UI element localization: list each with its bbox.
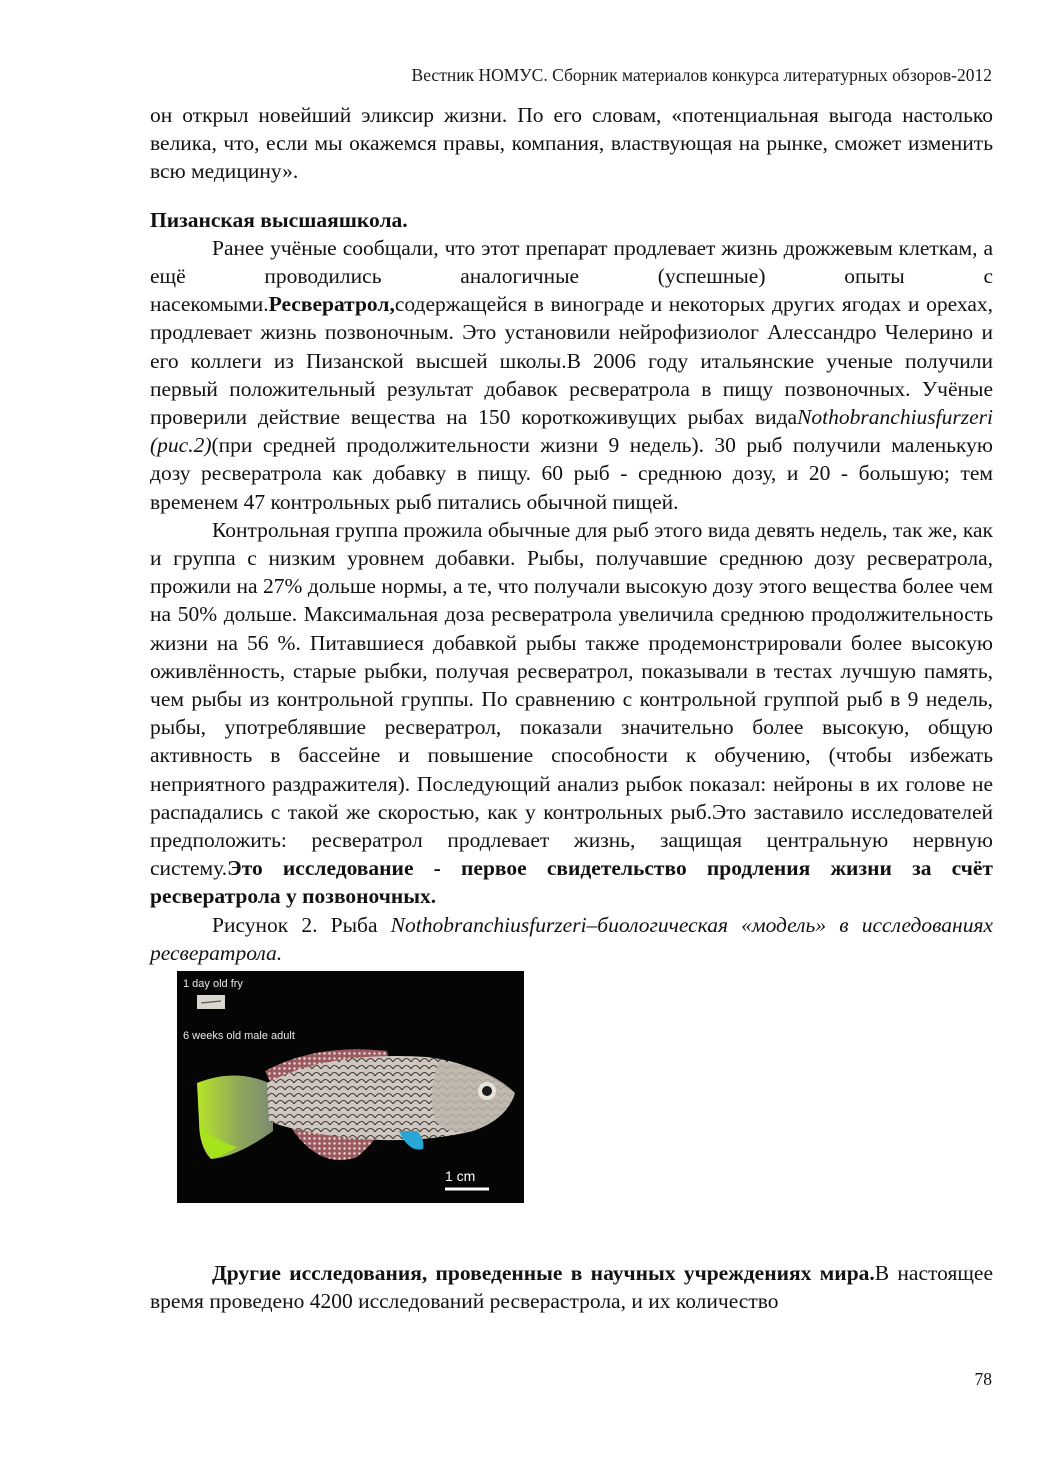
paragraph-4-text: В настоящее время проведено 4200 исследований ресверастрола, и их количество	[150, 1261, 993, 1314]
paragraph-3	[150, 516, 993, 911]
fish-head	[432, 1061, 515, 1132]
scale-label: 1 cm	[445, 1168, 476, 1185]
paragraph-3-part-a: Контрольная группа прожила обычные для рыб этого вида девять недель, так же, как и группа с низким уровнем добавки. Рыбы, получавшие среднюю дозу ресвератрола, прожили на 27% дольше нормы, а те, что получали высокую дозу этого вещества более чем на 50% дольше. Максимальная доза ресвератрола увеличила среднюю продолжительность жизни на 56 %. Питавшиеся добавкой рыбы также продемонстрировали более высокую оживлённость, старые рыбки, получая ресвератрол, показывали в тестах лучшую память, чем рыбы из контрольной группы. По сравнению с контрольной группой рыб в 9 недель, рыбы, употреблявшие ресвератрол, показали значительно более высокую, общую активность в бассейне и повышение способности к обучению, (чтобы избежать неприятного раздражителя). Последующий анализ рыбок показал: нейроны в их голове не распадались с такой же скоростью, как у контрольных рыб.Это заставило исследователей предположить: ресвератрол продлевает жизнь, защищая центральную нервную систему.	[150, 517, 993, 881]
paragraph-2-part-a: Ранее учёные сообщали, что этот препарат продлевает жизнь дрожжевым клеткам, а ещё проводились аналогичные (успешные) опыты с насекомыми.	[150, 235, 993, 317]
figure-caption	[150, 911, 993, 967]
section-heading-text: Пизанская высшаяшкола.	[150, 207, 408, 232]
article-body	[150, 101, 993, 1316]
paragraph-2-part-e: (при средней продолжительности жизни 9 недель). 30 рыб получили маленькую дозу ресвератрола как добавку в пищу. 60 рыб - среднюю дозу, и 20 - большую; тем временем 47 контрольных рыб питались обычной пищей.	[150, 433, 993, 514]
paragraph-2-part-c: содержащейся в винограде и некоторых других ягодах и орехах, продлевает жизнь позвоночным. Это установили нейрофизиолог Алессандро Челерино и его коллеги из Пизанской высшей школы.В 2006 году итальянские ученые получили первый положительный результат добавок ресвератрола в пищу позвоночных. Учёные проверили действие вещества на 150 короткоживущих рыбах вида	[150, 292, 993, 430]
paragraph-4-heading: Другие исследования, проведенные в научных учреждениях мира.	[212, 1261, 875, 1286]
paragraph-2	[150, 234, 993, 516]
section-heading	[150, 206, 993, 234]
paragraph-1: он открыл новейший эликсир жизни. По его словам, «потенциальная выгода настолько велика, что, если мы окажемся правы, компания, властвующая на рынке, сможет изменить всю медицину».	[150, 103, 993, 184]
adult-label: 6 weeks old male adult	[183, 1030, 295, 1043]
resveratrol-term: Ресвератрол,	[268, 292, 395, 317]
fry-label: 1 day old fry	[183, 978, 243, 991]
figure-caption-text: Nothobranchiusfurzeri–биологическая «модель» в исследованиях ресвератрола.	[150, 912, 993, 965]
paragraph-4	[150, 1259, 993, 1315]
paragraph-3-bold: Это исследование - первое свидетельство продления жизни за счёт ресвератрола у позвоночных.	[150, 856, 993, 909]
species-name: Nothobranchiusfurzeri (рис.2)	[150, 405, 993, 458]
fish-photo	[177, 971, 524, 1203]
fish-illustration	[177, 971, 524, 1203]
figure-caption-label: Рисунок 2. Рыба	[212, 912, 391, 937]
page-number: 78	[974, 1369, 992, 1389]
running-header: Вестник НОМУС. Сборник материалов конкурса литературных обзоров-2012	[411, 65, 992, 85]
